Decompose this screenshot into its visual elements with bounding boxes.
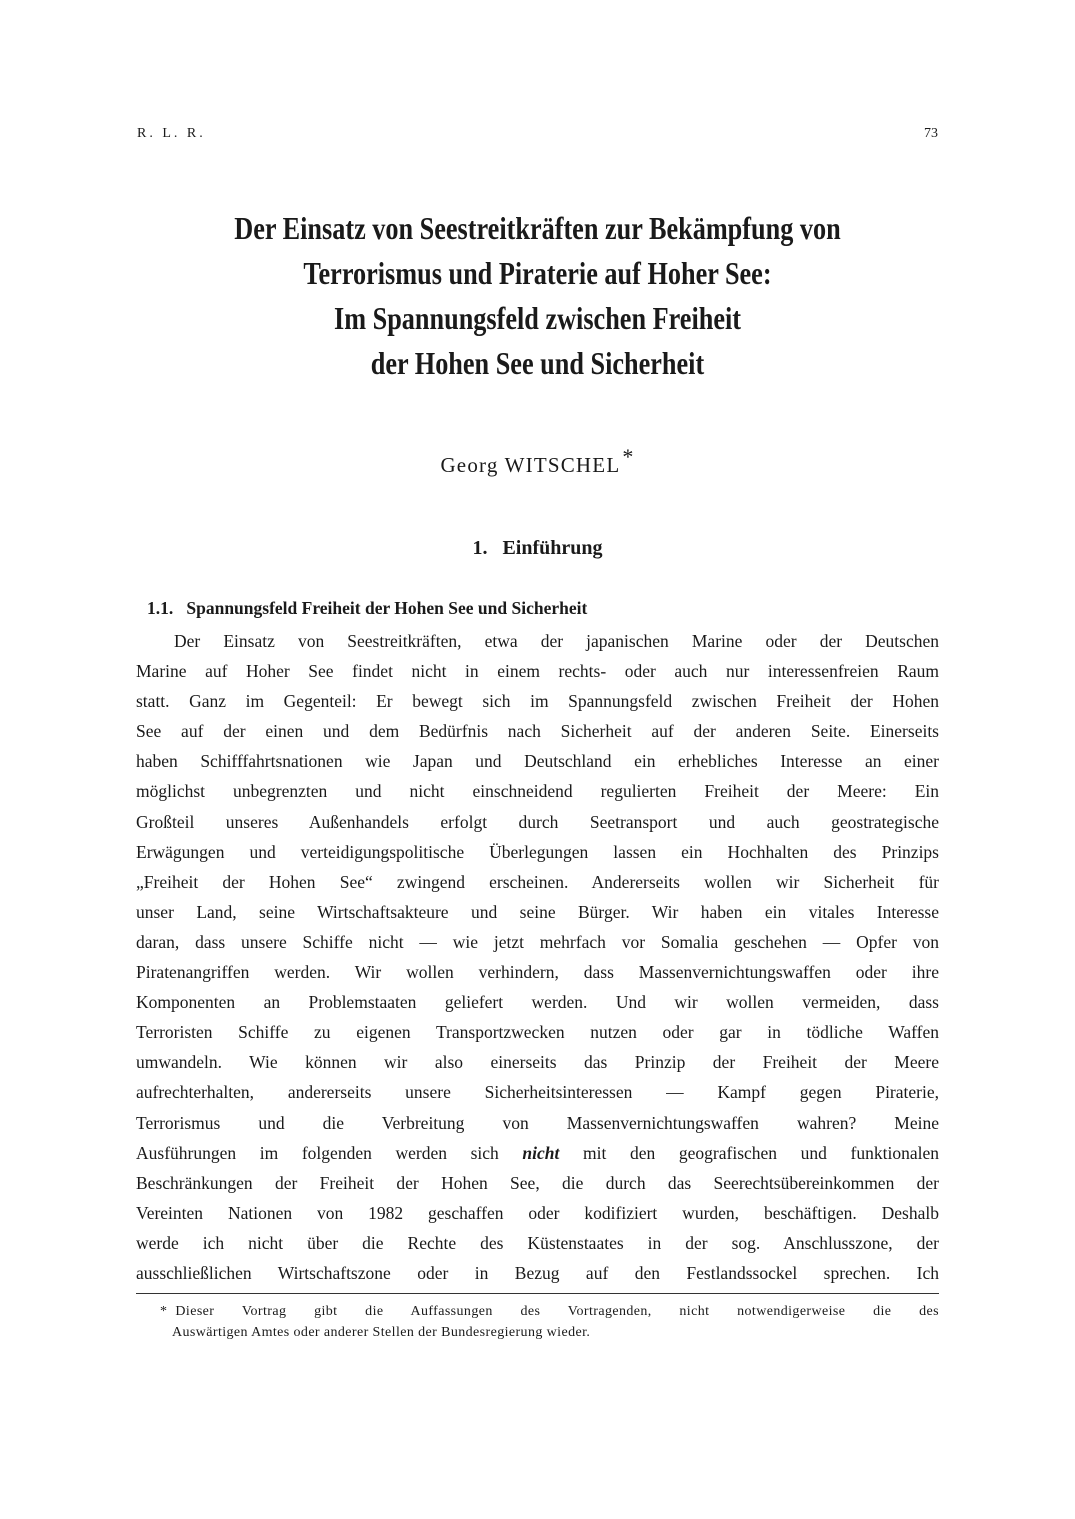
paragraph-line: Großteil unseres Außenhandels erfolgt durch Seetransport und auch geostrategische <box>136 811 939 832</box>
paragraph-line: Marine auf Hoher See findet nicht in einem rechts- oder auch nur interessenfreien Raum <box>136 661 939 682</box>
paragraph-line: Komponenten an Problemstaaten geliefert werden. Und wir wollen vermeiden, dass <box>136 992 939 1013</box>
journal-abbreviation: R. L. R. <box>137 126 206 141</box>
footnote-text: Dieser Vortrag gibt die Auffassungen des Vortragenden, nicht notwendigerweise die des <box>175 1304 939 1319</box>
paragraph-line: Der Einsatz von Seestreitkräften, etwa der japanischen Marine oder der Deutschen <box>174 631 939 651</box>
title-line: Terrorismus und Piraterie auf Hoher See: <box>303 255 772 291</box>
paragraph-line: „Freiheit der Hohen See“ zwingend erscheinen. Andererseits wollen wir Sicherheit für <box>136 871 939 892</box>
paragraph-line: unser Land, seine Wirtschaftsakteure und seine Bürger. Wir haben ein vitales Interesse <box>136 901 939 922</box>
paragraph-line: haben Schifffahrtsnationen wie Japan und Deutschland ein erhebliches Interesse an einer <box>136 751 939 772</box>
paragraph-line: Erwägungen und verteidigungspolitische Überlegungen lassen ein Hochhalten des Prinzips <box>136 841 939 862</box>
section-heading: 1. Einführung <box>472 537 603 559</box>
paragraph-line: daran, dass unsere Schiffe nicht — wie jetzt mehrfach vor Somalia geschehen — Opfer von <box>136 931 939 952</box>
emphasis-line-before: Ausführungen im folgenden werden sich <box>136 1142 523 1163</box>
author-byline <box>137 444 938 478</box>
footnote-separator <box>136 1293 939 1294</box>
paragraph-line: Beschränkungen der Freiheit der Hohen See, die durch das Seerechtsübereinkommen der <box>136 1172 939 1193</box>
paragraph-line: umwandeln. Wie können wir also einerseits das Prinzip der Freiheit der Meere <box>136 1052 939 1073</box>
paragraph-line: Vereinten Nationen von 1982 geschaffen oder kodifiziert wurden, beschäftigen. Deshalb <box>136 1202 939 1223</box>
title-line: Im Spannungsfeld zwischen Freiheit <box>333 300 742 336</box>
paragraph-line: Piratenangriffen werden. Wir wollen verhindern, dass Massenvernichtungswaffen oder ihre <box>136 962 939 983</box>
footnote-mark: * <box>160 1304 168 1319</box>
paragraph-line: ausschließlichen Wirtschaftszone oder in Bezug auf den Festlandssockel sprechen. Ich <box>136 1262 939 1283</box>
footnote-line <box>160 1301 939 1322</box>
footnote <box>160 1301 939 1343</box>
emphasized-word: nicht <box>522 1142 560 1163</box>
running-head <box>137 126 938 146</box>
subsection-heading: 1.1. Spannungsfeld Freiheit der Hohen See und Sicherheit <box>147 598 588 618</box>
paragraph-line: Terrorismus und die Verbreitung von Massenvernichtungswaffen wahren? Meine <box>136 1112 939 1133</box>
paragraph-line: werde ich nicht über die Rechte des Küstenstaates in der sog. Anschlusszone, der <box>136 1232 939 1253</box>
paragraph-line: Terroristen Schiffe zu eigenen Transportzwecken nutzen oder gar in tödliche Waffen <box>136 1022 939 1043</box>
body-paragraph <box>136 626 939 1288</box>
author-name: Georg WITSCHEL <box>440 453 621 477</box>
paragraph-line-with-emphasis <box>136 1138 939 1168</box>
emphasis-line-after: mit den geografischen und funktionalen <box>559 1142 939 1163</box>
paragraph-line: aufrechterhalten, andererseits unsere Sicherheitsinteressen — Kampf gegen Piraterie, <box>136 1082 939 1103</box>
article-title <box>209 206 866 386</box>
paragraph-line: See auf der einen und dem Bedürfnis nach Sicherheit auf der anderen Seite. Einerseits <box>136 721 939 742</box>
footnote-line: Auswärtigen Amtes oder anderer Stellen der Bundesregierung wieder. <box>172 1325 591 1340</box>
page-number: 73 <box>924 126 938 141</box>
paragraph-line: statt. Ganz im Gegenteil: Er bewegt sich im Spannungsfeld zwischen Freiheit der Hohen <box>136 691 939 712</box>
title-line: Der Einsatz von Seestreitkräften zur Bekämpfung von <box>234 210 841 246</box>
paragraph-line: möglichst unbegrenzten und nicht einschneidend regulierten Freiheit der Meere: Ein <box>136 781 939 802</box>
title-line: der Hohen See und Sicherheit <box>370 345 705 381</box>
author-footnote-mark: * <box>622 444 635 469</box>
